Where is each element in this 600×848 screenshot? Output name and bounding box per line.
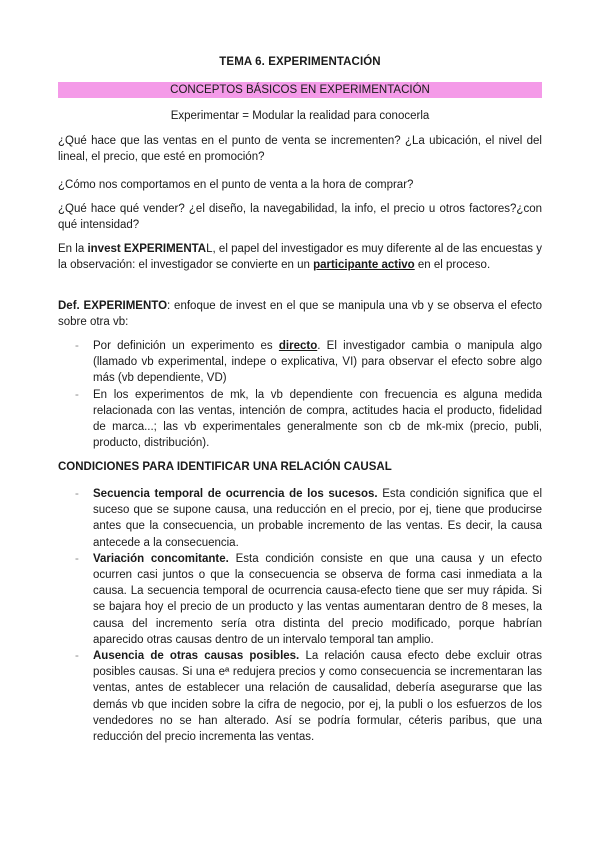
list-item xyxy=(58,486,542,551)
condition-text: La relación causa efecto debe excluir otras posibles causas. Si una eª redujera precios y como consecuencia se incrementaran las ventas, antes de establecer una relación de causalidad, debería asegurarse que las demás vb que inciden sobre la cifra de negocio, por ej, la publi o los esfuerzos de los vendedores no se han alterado. Así se podría formular, céteris paribus, que una reducción del precio incrementa las ventas. xyxy=(93,650,543,744)
list-item xyxy=(58,387,542,452)
list-item xyxy=(58,338,542,387)
paragraph-definition xyxy=(58,298,542,330)
condition-title: Ausencia de otras causas posibles. xyxy=(93,650,300,663)
bullet-text: En los experimentos de mk, la vb dependiente con frecuencia es alguna medida relacionada con las ventas, intención de compra, actitudes hacia el producto, fidelidad de marca...; las vb experimentales generalmente son cb de mk-mix (precio, publi, producto, distribución). xyxy=(93,388,542,450)
condition-text: Esta condición consiste en que una causa y un efecto ocurren casi juntos o que la consecuencia se observa de forma casi inmediata a la causa. La secuencia temporal de ocurrencia causa-efecto tiene que ser muy rápida. Si se bajara hoy el precio de un producto y las ventas aumentaran dentro de 8 meses, la causa del incremento sería otra distinta del precio modificado, porque habrían aparecido otras causas dentro de un intervalo temporal tan amplio. xyxy=(93,552,542,646)
bullet-dash: - xyxy=(75,388,79,401)
invest-post: en el proceso. xyxy=(414,259,491,272)
bullet-post: . El investigador cambia o manipula algo (llamado vb experimental, indepe o explicativa, VI) para observar el efecto sobre algo más (vb dependiente, VD) xyxy=(93,340,542,385)
definition-text: : enfoque de invest en el que se manipula una vb y se observa el efecto sobre otra vb: xyxy=(58,300,543,329)
invest-pre: En la xyxy=(58,243,88,255)
list-item xyxy=(58,551,542,648)
bullet-dash: - xyxy=(75,552,79,565)
bullet-list-experiment xyxy=(58,338,542,451)
bullet-dash: - xyxy=(75,340,79,352)
paragraph-question-2: ¿Cómo nos comportamos en el punto de venta a la hora de comprar? xyxy=(58,179,414,191)
bullet-pre: Por definición un experimento es xyxy=(93,340,279,352)
section-heading-band: CONCEPTOS BÁSICOS EN EXPERIMENTACIÓN xyxy=(58,82,542,98)
condition-text: Esta condición significa que el suceso que se supone causa, una reducción en el precio, por ej, tiene que producirse antes que la consecuencia, un probable incremento de las ventas. Es decir, la causa antecede a la consecuencia. xyxy=(93,488,542,549)
bullet-dash: - xyxy=(75,650,79,663)
paragraph-invest xyxy=(58,241,542,273)
bullet-underline: directo xyxy=(278,340,318,352)
subtitle: Experimentar = Modular la realidad para conocerla xyxy=(170,110,430,122)
paragraph-question-3: ¿Qué hace qué vender? ¿el diseño, la navegabilidad, la info, el precio u otros factores?¿con qué intensidad? xyxy=(58,203,542,232)
condition-title: Secuencia temporal de ocurrencia de los sucesos. xyxy=(93,488,378,500)
definition-term: Def. EXPERIMENTO xyxy=(58,300,168,312)
condition-title: Variación concomitante. xyxy=(93,552,229,565)
bullet-dash: - xyxy=(75,488,79,500)
invest-bold: invest EXPERIMENTA xyxy=(87,243,207,255)
conditions-heading: CONDICIONES PARA IDENTIFICAR UNA RELACIÓN CAUSAL xyxy=(58,461,392,473)
paragraph-question-1: ¿Qué hace que las ventas en el punto de venta se incrementen? ¿La ubicación, el nivel del lineal, el precio, que esté en promoción? xyxy=(58,135,542,164)
bullet-list-conditions xyxy=(58,486,542,745)
invest-underline: participante activo xyxy=(313,259,415,272)
page-title: TEMA 6. EXPERIMENTACIÓN xyxy=(219,56,381,68)
list-item xyxy=(58,648,542,745)
invest-mid: L, el papel del investigador es muy diferente al de las encuestas y la observación: el investigador se convierte en un xyxy=(58,243,542,272)
